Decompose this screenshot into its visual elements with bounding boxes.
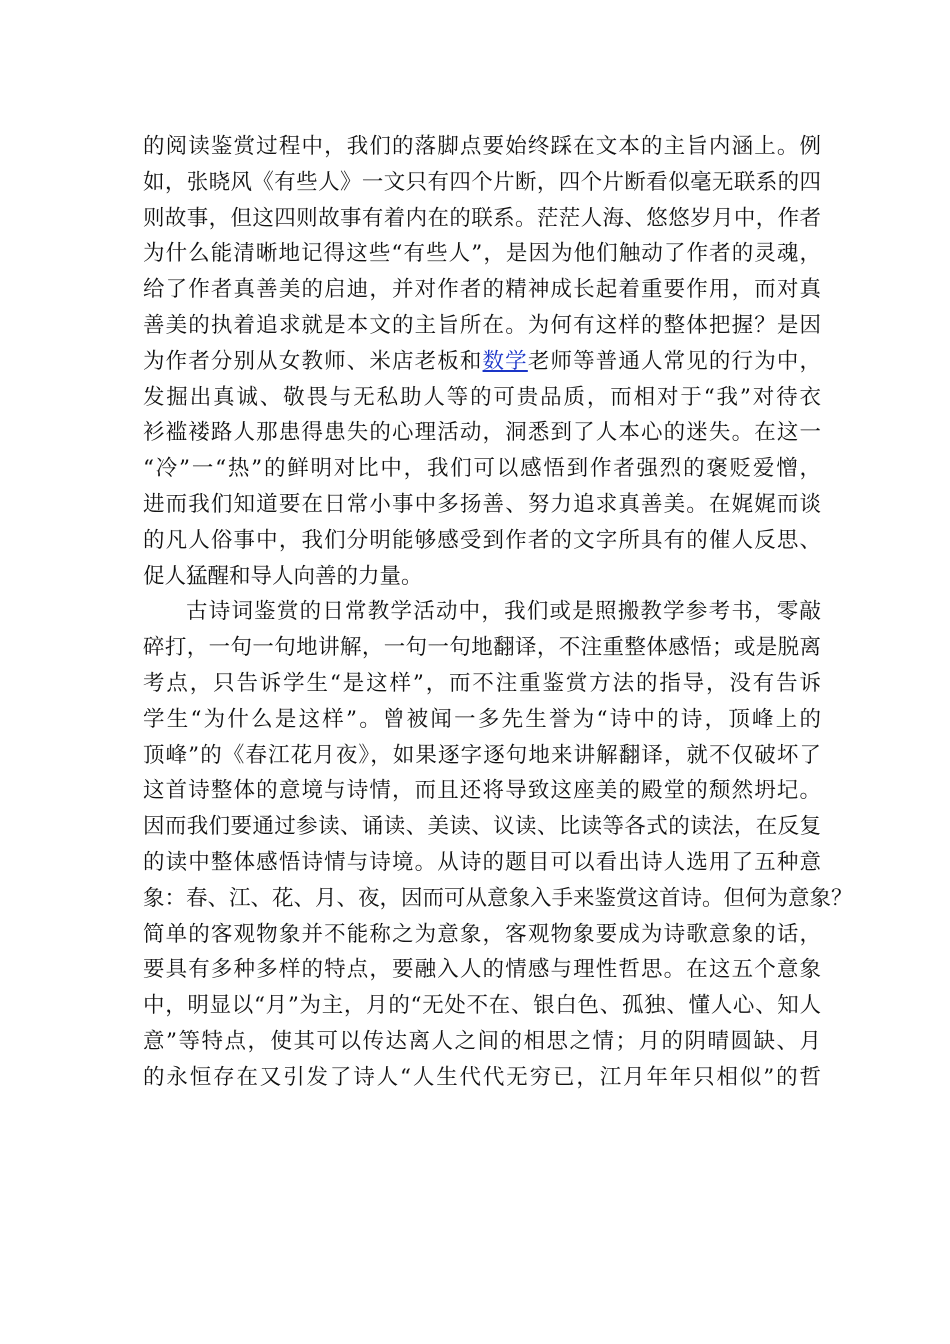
text-line: 中，明显以“月”为主，月的“无处不在、银白色、孤独、懂人心、知人 [143,993,821,1019]
text-line: 给了作者真善美的启迪，并对作者的精神成长起着重要作用，而对真 [143,277,821,303]
text-line: 为什么能清晰地记得这些“有些人”，是因为他们触动了作者的灵魂， [143,241,821,267]
text-line: 顶峰”的《春江花月夜》，如果逐字逐句地来讲解翻译，就不仅破坏了 [143,742,821,768]
paragraph-1 [143,129,821,594]
text-line: 的读中整体感悟诗情与诗境。从诗的题目可以看出诗人选用了五种意 [143,849,821,875]
text-line: 的阅读鉴赏过程中，我们的落脚点要始终踩在文本的主旨内涵上。例 [143,134,821,159]
text-line: “冷”一“热”的鲜明对比中，我们可以感悟到作者强烈的褒贬爱憎， [143,456,821,482]
text-line: 进而我们知道要在日常小事中多扬善、努力追求真善美。在娓娓而谈 [143,491,821,517]
text-line: 象：春、江、花、月、夜，因而可从意象入手来鉴赏这首诗。但何为意象？ [143,885,853,911]
text-line: 意”等特点，使其可以传达离人之间的相思之情；月的阴晴圆缺、月 [143,1028,821,1054]
text-segment: 为作者分别从女教师、米店老板和 [143,348,483,374]
text-line: 的凡人俗事中，我们分明能够感受到作者的文字所具有的催人反思、 [143,527,821,553]
text-line: 的永恒存在又引发了诗人“人生代代无穷已，江月年年只相似”的哲 [143,1064,821,1090]
text-line: 则故事，但这四则故事有着内在的联系。茫茫人海、悠悠岁月中，作者 [143,205,821,231]
text-line: 这首诗整体的意境与诗情，而且还将导致这座美的殿堂的颓然坍圮。 [143,778,821,804]
text-segment: 老师等普通人常见的行为中， [527,348,821,374]
text-line: 因而我们要通过参读、诵读、美读、议读、比读等各式的读法，在反复 [143,814,821,840]
document-body [143,129,853,1096]
text-line: 简单的客观物象并不能称之为意象，客观物象要成为诗歌意象的话， [143,921,821,947]
math-link[interactable]: 数学 [482,348,528,374]
text-line: 善美的执着追求就是本文的主旨所在。为何有这样的整体把握？是因 [143,312,821,338]
text-line: 古诗词鉴赏的日常教学活动中，我们或是照搬教学参考书，零敲 [186,599,821,625]
text-line: 学生“为什么是这样”。曾被闻一多先生誉为“诗中的诗，顶峰上的 [143,706,821,732]
text-line: 考点，只告诉学生“是这样”，而不注重鉴赏方法的指导，没有告诉 [143,670,821,696]
text-line: 衫褴褛路人那患得患失的心理活动，洞悉到了人本心的迷失。在这一 [143,420,821,446]
text-line: 要具有多种多样的特点，要融入人的情感与理性哲思。在这五个意象 [143,957,821,983]
text-line: 促人猛醒和导人向善的力量。 [143,563,423,589]
text-line-with-link [143,344,821,380]
text-line: 如，张晓风《有些人》一文只有四个片断，四个片断看似毫无联系的四 [143,169,821,195]
paragraph-2 [143,594,853,1095]
text-line: 发掘出真诚、敬畏与无私助人等的可贵品质，而相对于“我”对待衣 [143,384,821,410]
text-line: 碎打，一句一句地讲解，一句一句地翻译，不注重整体感悟；或是脱离 [143,635,821,661]
